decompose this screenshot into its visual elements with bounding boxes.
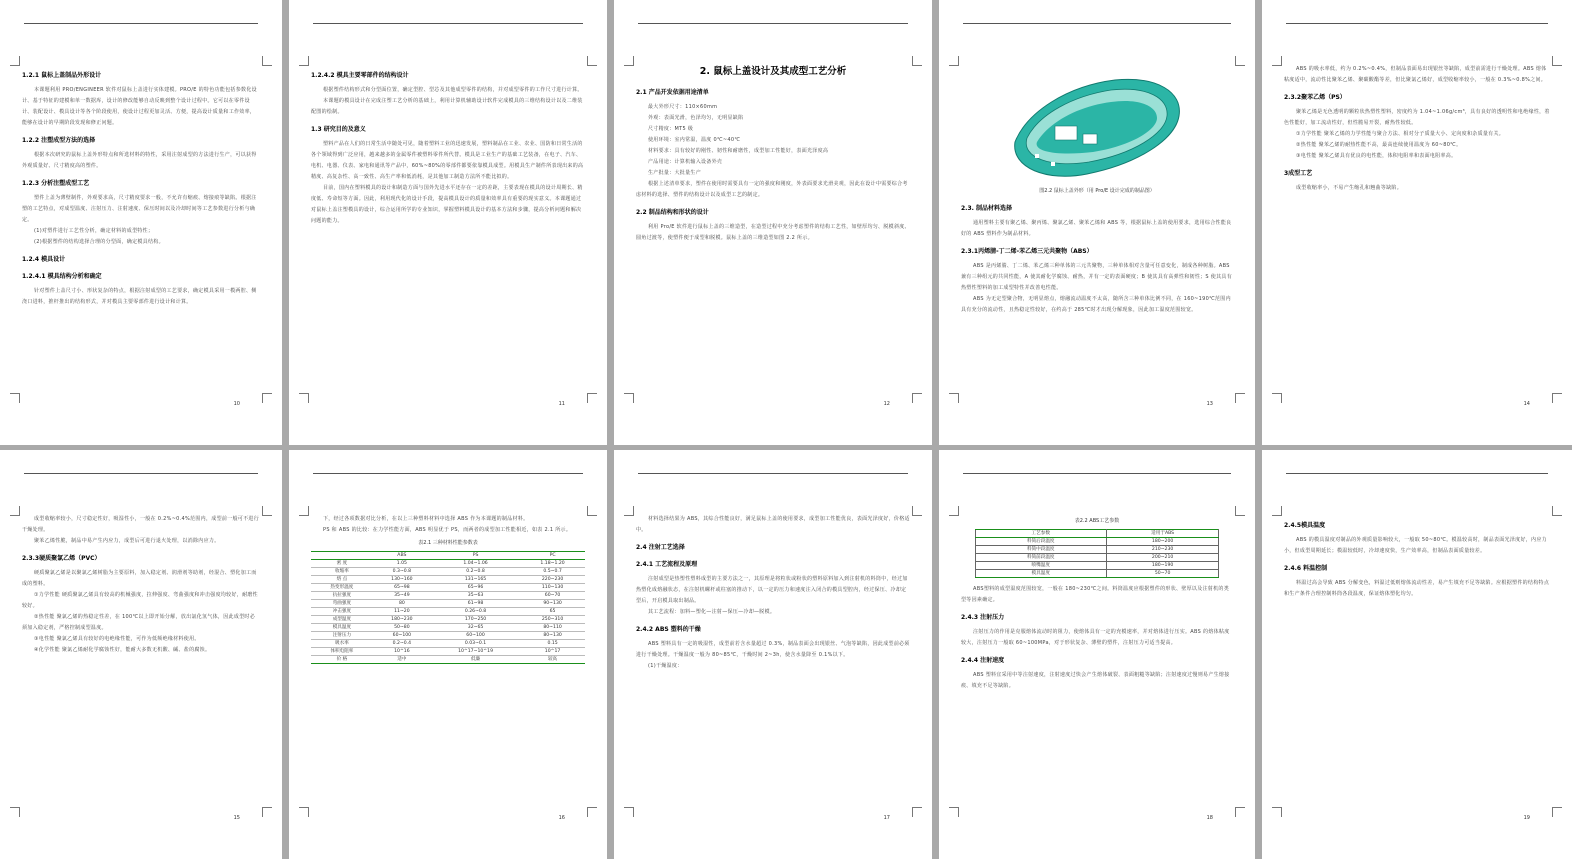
table-cell: 180~190 [1106,562,1219,570]
table-header-row [975,530,1219,538]
body-paragraph: ②热性能 聚苯乙烯的耐热性能不高，最高连续使用温度为 60~80℃。 [1296,142,1462,148]
section-heading: 2.4.1 工艺流程及原理 [636,561,698,568]
table-cell: 180~230 [373,616,431,624]
table-cell: 50~70 [1106,570,1219,578]
body-paragraph: 料温过高会导致 ABS 分解变色，料温过低则熔体流动性差，易产生填充不足等缺陷。应根据塑件的结构特点和生产条件合理控制料筒各段温度，保证熔体塑化均匀。 [1284,580,1550,597]
table-cell: 模具温度 [311,624,373,632]
margin-corner-mark [10,807,20,817]
table-cell: 1.04~1.06 [431,560,520,568]
header-rule [313,23,583,24]
section-heading: 2.4.3 注射压力 [961,614,1005,621]
body-paragraph: 聚苯乙烯是无色透明的颗粒状热塑性塑料，密度约为 1.04~1.06g/cm³，具有良好的透明性和电绝缘性，着色性能好，加工流动性好，但性脆易开裂，耐热性较低。 [1284,109,1550,126]
table-cell: 11~20 [373,608,431,616]
margin-corner-mark [1552,807,1562,817]
section-heading: 2.4.4 注射速度 [961,657,1005,664]
document-page[interactable] [939,0,1255,445]
table-cell: 模具温度 [975,570,1106,578]
page-body [1284,514,1550,600]
body-paragraph: 根据上述清单要求，塑件在使用时需要具有一定的强度和刚度，外表面要求光滑美观，因此在设计中需要综合考虑材料的选择、塑件的结构设计以及成型工艺的制定。 [636,181,908,198]
margin-corner-mark [299,56,309,66]
margin-corner-mark [912,506,922,516]
margin-corner-mark [10,506,20,516]
body-paragraph: 本课题的模具设计在完成注塑工艺分析的基础上，利用计算机辅助设计软件完成模具的三维结构设计以及二维装配图的绘制。 [311,98,583,115]
margin-corner-mark [1272,506,1282,516]
table-cell: 料筒中段温度 [975,546,1106,554]
table-cell: 60~100 [431,632,520,640]
table-row [975,538,1219,546]
table-cell: 热变形温度 [311,584,373,592]
table-cell: 35~49 [373,592,431,600]
header-rule [313,473,583,474]
document-page[interactable] [0,450,282,859]
body-paragraph: ABS 是丙烯腈、丁二烯、苯乙烯三种单体的三元共聚物，三种单体相对含量可任意变化，制成各种树脂。ABS 兼有三种组元的共同性能，A 使其耐化学腐蚀、耐热，并有一定的表面硬度；B 使其具有高弹性和韧性；S 使其具有热塑性塑料的加工成型特性并改善电性能。 [961,263,1232,291]
table-row [975,562,1219,570]
document-page[interactable] [0,0,282,445]
body-paragraph: 成型收缩率小，不易产生缩孔和翘曲等缺陷。 [1296,185,1403,191]
margin-corner-mark [624,56,634,66]
section-heading: 2.2 制品结构和形状的设计 [636,209,709,216]
section-heading: 1.2.4.1 模具结构分析和确定 [22,273,102,280]
page-number: 17 [883,815,890,821]
table-row [311,576,585,584]
page-number: 13 [1206,401,1213,407]
table-cell: 较高 [520,656,585,664]
chapter-title: 2. 鼠标上盖设计及其成型工艺分析 [699,66,847,77]
page-body [636,514,910,672]
margin-corner-mark [1272,56,1282,66]
body-paragraph: 目前，国内在塑料模具的设计和制造方面与国外先进水平还存在一定的差距，主要表现在模具的设计周期长、精度低、寿命短等方面。因此，利用现代化的设计手段，提高模具设计的质量和效率具有重要的现实意义。本课题通过对鼠标上盖注塑模具的设计，综合运用所学的专业知识，掌握塑料模具设计的基本方法和步骤，提高分析问题和解决问题的能力。 [311,185,583,224]
table-cell: 0.15 [520,640,585,648]
table-row [311,616,585,624]
document-page[interactable] [614,450,932,859]
body-paragraph: 成型收缩率较小，尺寸稳定性好，吸湿性小，一般在 0.2%~0.4%范围内，成型前一般可不进行干燥处理。 [22,516,259,533]
body-paragraph: ABS 为无定型聚合物，无明显熔点，熔融流动温度不太高，随所含三种单体比例不同，在 160~190℃范围内具有充分的流动性，且热稳定性较好，在约高于 285℃时才出现分解现象，因此加工温度范围较宽。 [961,296,1231,313]
margin-corner-mark [587,56,597,66]
margin-corner-mark [10,56,20,66]
margin-corner-mark [1552,56,1562,66]
table-cell: 65~98 [373,584,431,592]
body-paragraph: 外观：表面光滑，色泽均匀，无明显缺陷 [648,115,744,121]
table-cell: 80 [373,600,431,608]
table-cell: 131~165 [431,576,520,584]
table-cell: 35~63 [431,592,520,600]
header-rule [963,23,1231,24]
table-cell: 32~65 [431,624,520,632]
table-cell: 50~80 [373,624,431,632]
section-heading: 1.2.4.2 模具主要零部件的结构设计 [311,72,409,79]
table-cell: 130~160 [373,576,431,584]
table-row [311,632,585,640]
table-cell: 0.2~0.8 [431,568,520,576]
table-cell: 冲击强度 [311,608,373,616]
table-row [975,546,1219,554]
page-number: 16 [558,815,565,821]
section-heading: 2.1 产品开发依据用途清单 [636,89,709,96]
section-heading: 2.4.6 料温控制 [1284,565,1328,572]
header-rule [1286,473,1548,474]
page-body [636,64,910,244]
section-heading: 2.4.5模具温度 [1284,522,1326,529]
document-page[interactable] [289,450,607,859]
body-paragraph: ①力学性能 硬质聚氯乙烯具有较高的机械强度，拉伸强度、弯曲强度和冲击强度均较好，耐磨性较好。 [22,592,258,609]
body-paragraph: 通用塑料主要有聚乙烯、聚丙烯、聚氯乙烯、聚苯乙烯和 ABS 等，根据鼠标上盖的使用要求，选用综合性能良好的 ABS 塑料作为制品材料。 [961,220,1232,237]
margin-corner-mark [1235,807,1245,817]
margin-corner-mark [1235,56,1245,66]
table-cell: 1.05 [373,560,431,568]
section-heading: 1.2.3 分析注塑成型工艺 [22,180,90,187]
body-paragraph: 材料选择结果为 ABS，其综合性能良好，满足鼠标上盖的使用要求，成型加工性能优良，表面光泽度好，价格适中。 [636,516,910,533]
margin-corner-mark [587,807,597,817]
table-cell: 170~250 [431,616,520,624]
margin-corner-mark [299,393,309,403]
body-paragraph: ABS 的吸水率低，约为 0.2%~0.4%，但制品表面易出现银丝等缺陷，成型前需进行干燥处理。ABS 熔体粘度适中，流动性比聚苯乙烯、聚碳酸酯等差，但比聚氯乙烯好，成型收缩率较小，一般在 0.3%~0.8%之间。 [1284,66,1547,83]
table-row [311,648,585,656]
table-row [975,554,1219,562]
page-body [22,514,260,656]
page-body [311,64,585,227]
page-body [961,514,1233,692]
table-row [975,570,1219,578]
header-rule [24,473,258,474]
table-cell: 61~98 [431,600,520,608]
margin-corner-mark [587,393,597,403]
body-paragraph: ①力学性能 聚苯乙烯的力学性能与聚合方法、相对分子质量大小、定向度和杂质量有关。 [1296,131,1505,137]
body-paragraph: 塑料产品在人们的日常生活中随处可见，随着塑料工业的迅速发展，塑料制品在工业、农业、国防和日常生活的各个领域得到广泛应用，越来越多的金属零件被塑料零件所代替。模具是工业生产的基础工艺装备，在电子、汽车、电机、电器、仪表、家电和通讯等产品中，60%~80%的零部件都要依靠模具成型。用模具生产制件所表现出来的高精度、高复杂性、高一致性、高生产率和低消耗，是其他加工制造方法所不能比拟的。 [311,141,584,180]
body-paragraph: 根据本次研究的鼠标上盖外形特点和所选材料的特性，采用注射成型的方法进行生产，可以获得外观质量好、尺寸精度高的塑件。 [22,152,257,169]
section-heading: 1.2.2 注塑成型方法的选择 [22,137,96,144]
body-paragraph: ABS 塑料宜采用中等注射速度，注射速度过快会产生熔体破裂、表面粗糙等缺陷；注射速度过慢则易产生熔接痕、填充不足等缺陷。 [961,672,1230,689]
table-row [311,568,585,576]
table-cell: 适中 [373,656,431,664]
table-cell: 0.5~0.7 [520,568,585,576]
table-cell: 0.3~0.8 [373,568,431,576]
margin-corner-mark [624,807,634,817]
document-page[interactable] [289,0,607,445]
section-heading: 2.4.2 ABS 塑料的干燥 [636,626,701,633]
margin-corner-mark [262,393,272,403]
margin-corner-mark [1272,807,1282,817]
table-caption: 表2.2 ABS工艺参数 [1074,518,1120,524]
margin-corner-mark [912,56,922,66]
document-page[interactable] [939,450,1255,859]
section-heading: 1.2.1 鼠标上盖制品外形设计 [22,72,102,79]
margin-corner-mark [262,56,272,66]
table-row [311,640,585,648]
table-cell: 65 [520,608,585,616]
table-header-cell: PS [431,552,520,560]
page-body [22,64,260,308]
table-cell: 喷嘴温度 [975,562,1106,570]
page-body [1284,64,1550,194]
figure-caption: 图2.2 鼠标上盖外形（用 Pro/E 设计完成的制品图） [1039,188,1155,194]
margin-corner-mark [262,506,272,516]
table-cell: 60~100 [373,632,431,640]
table-cell: 注射压力 [311,632,373,640]
table-header-cell: 工艺参数 [975,530,1106,538]
body-paragraph: 注射压力的作用是克服熔体流动时的阻力，使熔体具有一定的充模速率，并对熔体进行压实。ABS 的熔体粘度较大，注射压力一般取 60~100MPa，对于形状复杂、薄壁的塑件，注射压力可适当提高。 [961,629,1230,646]
table-cell: 0.2~0.4 [373,640,431,648]
table-cell: 10^17~10^19 [431,648,520,656]
page-number: 19 [1523,815,1530,821]
header-rule [1286,23,1548,24]
table-cell: 0.26~0.8 [431,608,520,616]
table-cell: 10^16 [373,648,431,656]
header-rule [638,23,908,24]
margin-corner-mark [949,56,959,66]
section-heading: 2.3. 制品材料选择 [961,205,1012,212]
table-row [311,592,585,600]
body-paragraph: 最大外形尺寸：110×60mm [648,104,718,110]
margin-corner-mark [1235,506,1245,516]
margin-corner-mark [949,393,959,403]
body-paragraph: ④化学性能 聚氯乙烯耐化学腐蚀性好，能耐大多数无机酸、碱、盐的腐蚀。 [34,647,211,653]
table-cell: 密 度 [311,560,373,568]
page-body [961,64,1233,316]
margin-corner-mark [1235,393,1245,403]
body-paragraph: 针对塑件上盖尺寸小、形状复杂的特点，根据注射成型的工艺要求，确定模具采用一模两腔、侧浇口进料，推杆推出的结构形式，并对模具主要零部件进行设计和计算。 [22,288,257,305]
table-cell: 料筒后段温度 [975,538,1106,546]
body-paragraph: 硬质聚氯乙烯是以聚氯乙烯树脂为主要原料，加入稳定剂、润滑剂等助剂，经混合、塑化加工而成的塑料。 [22,570,257,587]
body-paragraph: 生产批量：大批量生产 [648,170,702,176]
margin-corner-mark [299,807,309,817]
section-heading: 1.2.4 模具设计 [22,256,66,263]
document-page[interactable] [1262,450,1572,859]
page-body [311,514,585,664]
table-cell: 1.18~1.20 [520,560,585,568]
body-paragraph: ③电性能 聚苯乙烯具有优良的电性能，体积电阻率和表面电阻率高。 [1296,153,1457,159]
body-paragraph: 尺寸精度：MT5 级 [648,126,694,132]
section-heading: 2.3.3硬质聚氯乙烯（PVC） [22,555,101,562]
table-cell: 料筒前段温度 [975,554,1106,562]
margin-corner-mark [1552,393,1562,403]
page-number: 12 [883,401,890,407]
document-page[interactable] [614,0,932,445]
body-paragraph: ②热性能 聚氯乙烯的热稳定性差，在 100℃以上即开始分解，放出氯化氢气体，因此成型时必须加入稳定剂，严格控制成型温度。 [22,614,256,631]
table-row [311,584,585,592]
section-heading: 2.4 注射工艺选择 [636,544,685,551]
page-number: 11 [558,401,565,407]
table-cell: 60~70 [520,592,585,600]
header-rule [24,23,258,24]
table-cell: 弯曲强度 [311,600,373,608]
table-cell: 210~230 [1106,546,1219,554]
body-paragraph: 聚苯乙烯性脆，制品中易产生内应力，成型后可进行退火处理，以消除内应力。 [34,538,220,544]
page-number: 15 [233,815,240,821]
abs-process-parameters-table [975,529,1220,578]
margin-corner-mark [912,807,922,817]
margin-corner-mark [949,807,959,817]
table-header-cell: 适用于ABS [1106,530,1219,538]
margin-corner-mark [912,393,922,403]
mouse-cover-model-image [1007,64,1187,184]
body-paragraph: 其工艺流程：加料—塑化—注射—保压—冷却—脱模。 [648,609,776,615]
table-cell: 200~210 [1106,554,1219,562]
table-cell: 220~230 [520,576,585,584]
header-rule [638,473,908,474]
margin-corner-mark [299,506,309,516]
table-cell: 收缩率 [311,568,373,576]
table-cell: 250~310 [520,616,585,624]
table-cell: 110~130 [520,584,585,592]
figure [961,64,1233,197]
body-paragraph: 根据塑件结构形式和分型面位置，确定型腔、型芯及其他成型零件的结构，并对成型零件的工作尺寸进行计算。 [323,87,583,93]
body-paragraph: 使用环境：室内常温，温度 0℃~40℃ [648,137,741,143]
body-paragraph: 产品用途：计算机输入设备外壳 [648,159,723,165]
table-cell: 体积电阻率 [311,648,373,656]
table-cell: 吸水率 [311,640,373,648]
table-cell: 低廉 [431,656,520,664]
section-heading: 1.3 研究目的及意义 [311,126,366,133]
body-paragraph: 塑件上盖为薄壁制件，外观要求高，尺寸精度要求一般，不允许有缩痕、熔接痕等缺陷。根据注塑的工艺特点，对成型温度、注射压力、注射速度、保压时间以及冷却时间等工艺参数进行分析与确定。 [22,195,257,223]
table-cell: 0.03~0.1 [431,640,520,648]
margin-corner-mark [262,807,272,817]
material-properties-table [311,551,585,664]
body-paragraph: 下，经过各项数据对比分析，在以上三种塑料材料中选择 ABS 作为本课题的制品材料。 [323,516,529,522]
document-page[interactable] [1262,0,1572,445]
section-heading: 2.3.1丙烯腈-丁二烯-苯乙烯三元共聚物（ABS） [961,248,1093,255]
table-header-cell: PC [520,552,585,560]
margin-corner-mark [624,393,634,403]
table-cell: 抗拉强度 [311,592,373,600]
table-cell: 180~200 [1106,538,1219,546]
body-paragraph: ③电性能 聚氯乙烯具有较好的电绝缘性能，可作为低频绝缘材料使用。 [34,636,200,642]
section-heading: 2.3.2聚苯乙烯（PS） [1284,94,1346,101]
table-cell: 熔 点 [311,576,373,584]
body-paragraph: 注射成型是热塑性塑料成型的主要方法之一，其原理是将粒状或粉状的塑料原料加入到注射机的料筒中，经过加热塑化成熔融状态，在注射机螺杆或柱塞的推动下，以一定的压力和速度注入闭合的模具型腔内，经过保压、冷却定型后，开启模具取出制品。 [636,576,908,604]
table-cell: 10^17 [520,648,585,656]
body-paragraph: (1)干燥温度： [648,663,683,669]
page-number: 18 [1206,815,1213,821]
table-row [311,624,585,632]
margin-corner-mark [10,393,20,403]
table-header-cell: ABS [373,552,431,560]
body-paragraph: (2)根据塑件的结构选择合理的分型面，确定模具结构。 [34,239,164,245]
table-header-cell [311,552,373,560]
table-cell: 80~110 [520,624,585,632]
table-row [311,600,585,608]
table-cell: 价 格 [311,656,373,664]
body-paragraph: PS 和 ABS 的比较：在力学性能方面，ABS 明显优于 PS，而两者的成型加工性能相近，如表 2.1 所示。 [323,527,572,533]
table-caption: 表2.1 三种材料性能参数表 [418,540,478,546]
table-row [311,560,585,568]
table-cell: 65~96 [431,584,520,592]
table-row [311,608,585,616]
body-paragraph: (1)对塑件进行工艺性分析，确定材料的成型特性； [34,228,154,234]
table-header-row [311,552,585,560]
section-heading: 3成型工艺 [1284,170,1313,177]
margin-corner-mark [624,506,634,516]
table-cell: 90~130 [520,600,585,608]
table-cell: 80~130 [520,632,585,640]
body-paragraph: ABS 塑料具有一定的吸湿性，成型前若含水量超过 0.3%，制品表面会出现银丝、气泡等缺陷，因此成型前必须进行干燥处理。干燥温度一般为 80~85℃，干燥时间 2~3h，使含水量降至 0.1%以下。 [636,641,910,658]
page-number: 14 [1523,401,1530,407]
margin-corner-mark [1272,393,1282,403]
page-number: 10 [233,401,240,407]
header-rule [963,473,1231,474]
margin-corner-mark [1552,506,1562,516]
body-paragraph: ABS塑料的成型温度范围较宽，一般在 180~230℃之间。料筒温度应根据塑件的形状、壁厚以及注射机的类型等因素确定。 [961,586,1230,603]
body-paragraph: 本课题利用 PRO/ENGINEER 软件对鼠标上盖进行实体建模。PRO/E 的特色功能包括参数化设计、基于特征的建模和单一数据库，设计的修改能够自动反映到整个设计过程中。它可以在零件设计、装配设计、模具设计等各个阶段使用，使设计过程更加灵活、方便，提高设计质量和工作效率，能够在设计的早期阶段发现和修正问题。 [22,87,257,126]
table-cell: 成型温度 [311,616,373,624]
margin-corner-mark [587,506,597,516]
body-paragraph: ABS 的模具温度对制品的外观质量影响较大，一般取 50~80℃。模温较高时，制品表面光泽度好，内应力小，但成型周期延长；模温较低时，冷却速度快，生产效率高，但制品表面质量较差。 [1284,537,1547,554]
margin-corner-mark [949,506,959,516]
body-paragraph: 材料要求：具有较好的刚性、韧性和耐磨性，成型加工性能好，表面光泽度高 [648,148,829,154]
table-row [311,656,585,664]
body-paragraph: 利用 Pro/E 软件进行鼠标上盖的三维造型，在造型过程中充分考虑塑件的结构工艺性，如壁厚均匀、脱模斜度、圆角过渡等，使塑件便于成型和脱模。鼠标上盖的三维造型如图 2.2 所示。 [636,224,910,241]
